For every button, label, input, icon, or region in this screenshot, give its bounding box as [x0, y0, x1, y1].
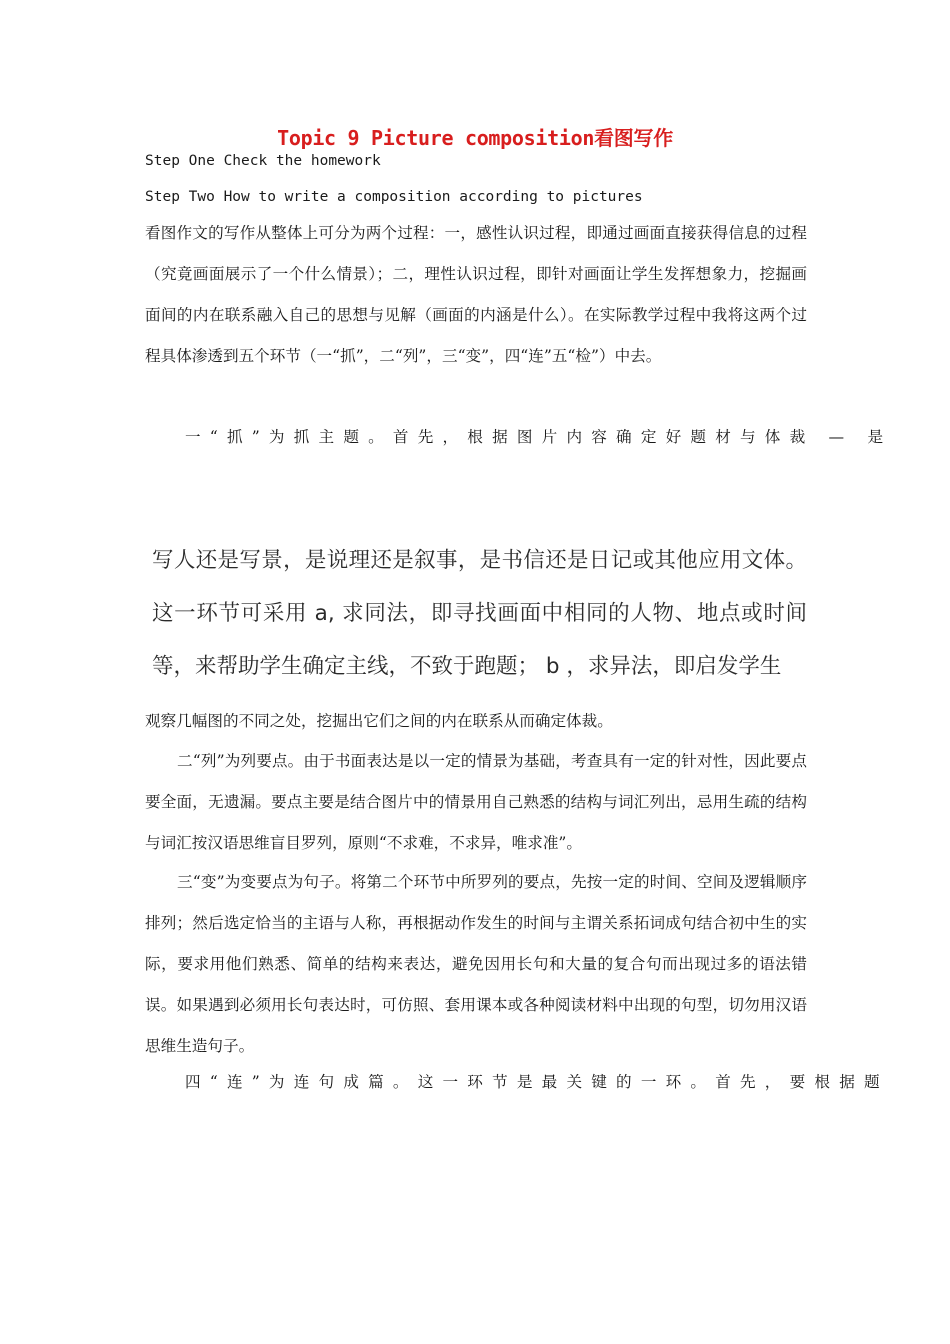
- step-one-line: Step One Check the homework: [145, 153, 381, 169]
- section-one-heading: 一“抓”为抓主题。首先，根据图片内容确定好题材与体裁 — 是: [185, 428, 893, 446]
- document-title: Topic 9 Picture composition看图写作: [277, 126, 673, 150]
- section-one-tail: 观察几幅图的不同之处，挖掘出它们之间的内在联系从而确定体裁。: [145, 712, 613, 730]
- step-two-line: Step Two How to write a composition according to pictures: [145, 189, 643, 205]
- section-four-heading: 四“连”为连句成篇。这一环节是最关键的一环。首先，要根据题: [185, 1073, 889, 1091]
- section-one-scanned-text: 写人还是写景，是说理还是叙事，是书信还是日记或其他应用文体。这一环节可采用 a, 求同法，即寻找画面中相同的人物、地点或时间等，来帮助学生确定主线，不致于跑题； b ，求异法，即启发学生: [152, 548, 807, 679]
- section-three-paragraph: 三“变”为变要点为句子。将第二个环节中所罗列的要点，先按一定的时间、空间及逻辑顺序排列；然后选定恰当的主语与人称，再根据动作发生的时间与主谓关系拓词成句结合初中生的实际，要求用他们熟悉、简单的结构来表达，避免因用长句和大量的复合句而出现过多的语法错误。如果遇到必须用长句表达时，可仿照、套用课本或各种阅读材料中出现的句型，切勿用汉语思维生造句子。: [145, 873, 807, 1055]
- section-two-paragraph: 二“列”为列要点。由于书面表达是以一定的情景为基础，考查具有一定的针对性，因此要点要全面，无遗漏。要点主要是结合图片中的情景用自己熟悉的结构与词汇列出，忌用生疏的结构与词汇按汉语思维盲目罗列，原则“不求难，不求异，唯求准”。: [145, 752, 807, 852]
- intro-paragraph: 看图作文的写作从整体上可分为两个过程：一，感性认识过程，即通过画面直接获得信息的过程（究竟画面展示了一个什么情景）；二，理性认识过程，即针对画面让学生发挥想象力，挖掘画面间的内在联系融入自己的思想与见解（画面的内涵是什么）。在实际教学过程中我将这两个过程具体渗透到五个环节（一“抓”，二“列”，三“变”，四“连”五“检”）中去。: [145, 224, 807, 365]
